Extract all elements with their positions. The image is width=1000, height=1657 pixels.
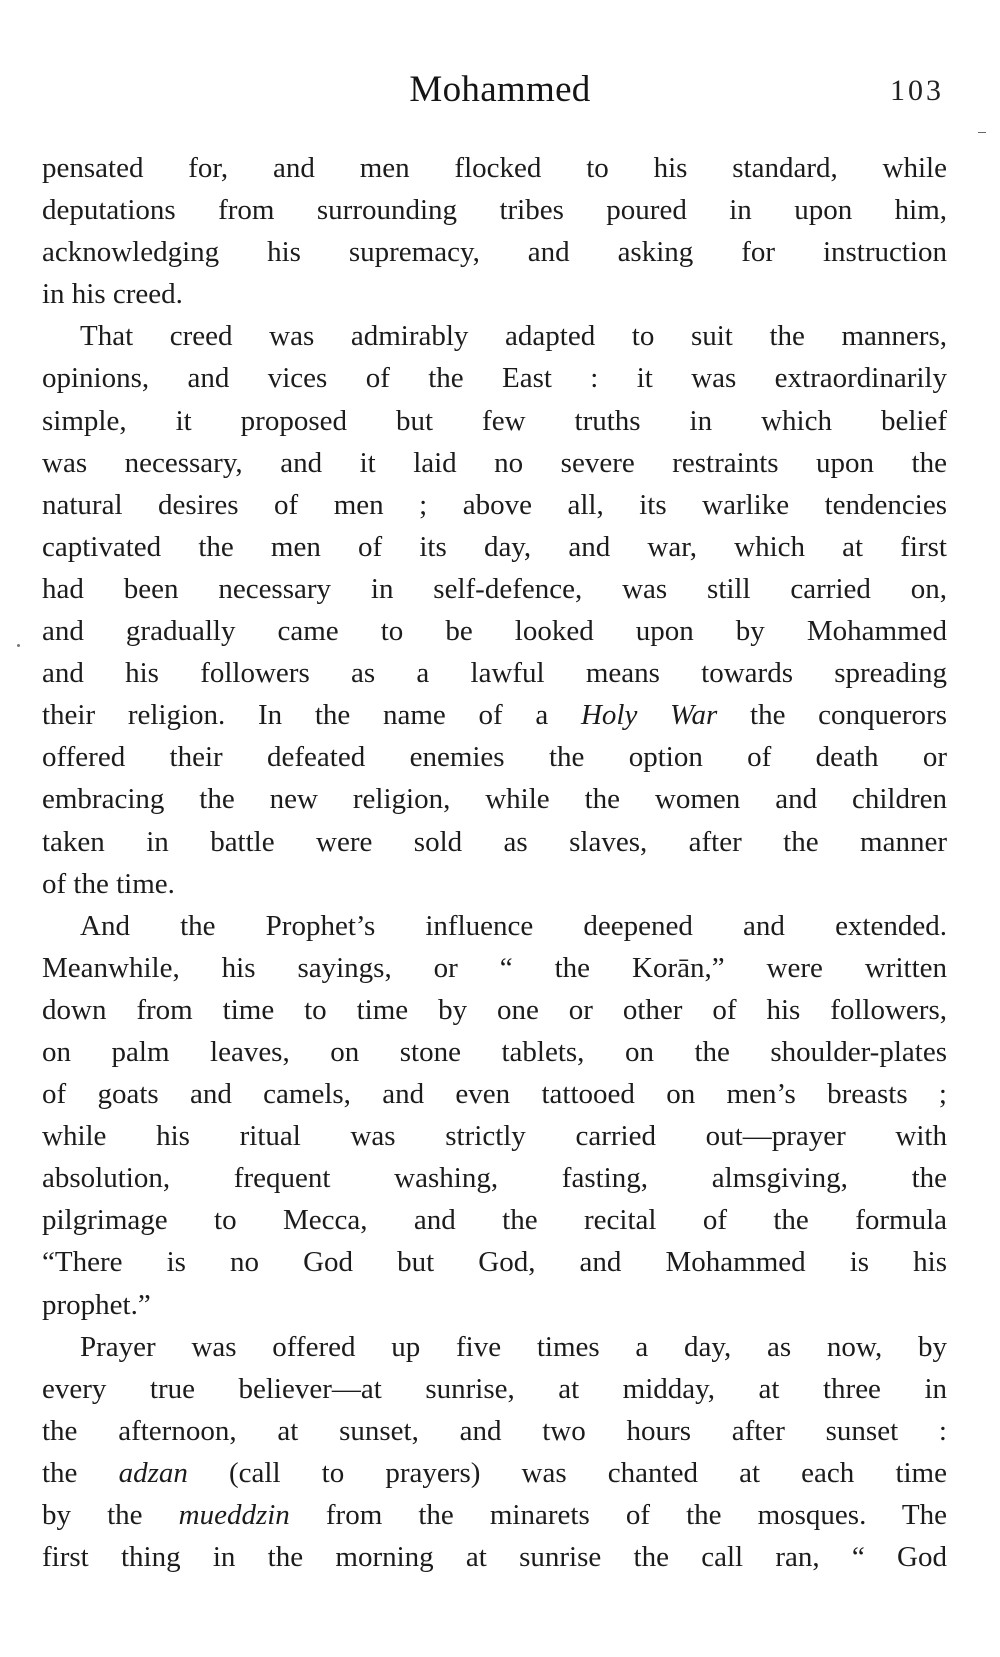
text-line: had been necessary in self-defence, was still carried on, [42, 572, 947, 605]
text-line: on palm leaves, on stone tablets, on the shoulder-plates [42, 1035, 947, 1068]
text-line: while his ritual was strictly carried out—prayer with [42, 1120, 947, 1153]
text-line: acknowledging his supremacy, and asking for instruction [42, 236, 947, 269]
running-title: Mohammed [409, 69, 591, 110]
text-line: their religion. In the name of a Holy War the conquerors [42, 699, 947, 732]
text-line: and his followers as a lawful means towards spreading [42, 657, 947, 690]
text-line: That creed was admirably adapted to suit the manners, [80, 320, 947, 353]
text-line: first thing in the morning at sunrise the call ran, “ God [42, 1541, 947, 1574]
text-line: of the time. [42, 867, 175, 900]
italic-term: Holy War [580, 699, 718, 732]
text-line: embracing the new religion, while the women and children [42, 783, 947, 816]
text-line: pensated for, and men flocked to his standard, while [42, 152, 947, 184]
text-line: the adzan (call to prayers) was chanted at each time [42, 1456, 947, 1489]
text-line: Meanwhile, his sayings, or “ the Korān,” were written [42, 951, 947, 984]
text-line: captivated the men of its day, and war, which at first [42, 530, 947, 563]
text-line: opinions, and vices of the East : it was extraordinarily [42, 362, 947, 395]
text-line: of goats and camels, and even tattooed on men’s breasts ; [42, 1078, 947, 1111]
body-text [42, 147, 947, 1578]
text-line: down from time to time by one or other of his followers, [42, 993, 947, 1026]
page-edge-mark [978, 132, 986, 133]
page-number: 103 [890, 74, 944, 107]
stray-ink-dot [17, 644, 20, 647]
text-line: offered their defeated enemies the option of death or [42, 741, 947, 774]
text-line: was necessary, and it laid no severe restraints upon the [42, 446, 947, 479]
text-line: pilgrimage to Mecca, and the recital of the formula [42, 1204, 947, 1237]
italic-term: adzan [118, 1456, 188, 1489]
text-line: natural desires of men ; above all, its warlike tendencies [42, 488, 947, 521]
text-line: every true believer—at sunrise, at midday, at three in [42, 1372, 947, 1405]
italic-term: mueddzin [178, 1499, 290, 1531]
text-line: taken in battle were sold as slaves, after the manner [42, 825, 947, 858]
text-line: and gradually came to be looked upon by Mohammed [42, 615, 947, 648]
text-line: Prayer was offered up five times a day, as now, by [80, 1330, 947, 1363]
text-line: And the Prophet’s influence deepened and extended. [80, 909, 947, 942]
text-line: simple, it proposed but few truths in which belief [42, 404, 947, 437]
text-line: the afternoon, at sunset, and two hours after sunset : [42, 1414, 947, 1447]
text-line: prophet.” [42, 1288, 151, 1321]
text-line: by the mueddzin from the minarets of the mosques. The [42, 1499, 947, 1531]
text-line: in his creed. [42, 278, 183, 311]
text-line: absolution, frequent washing, fasting, almsgiving, the [42, 1162, 947, 1195]
text-line: deputations from surrounding tribes poured in upon him, [42, 194, 947, 227]
text-line: “There is no God but God, and Mohammed is his [42, 1246, 947, 1279]
